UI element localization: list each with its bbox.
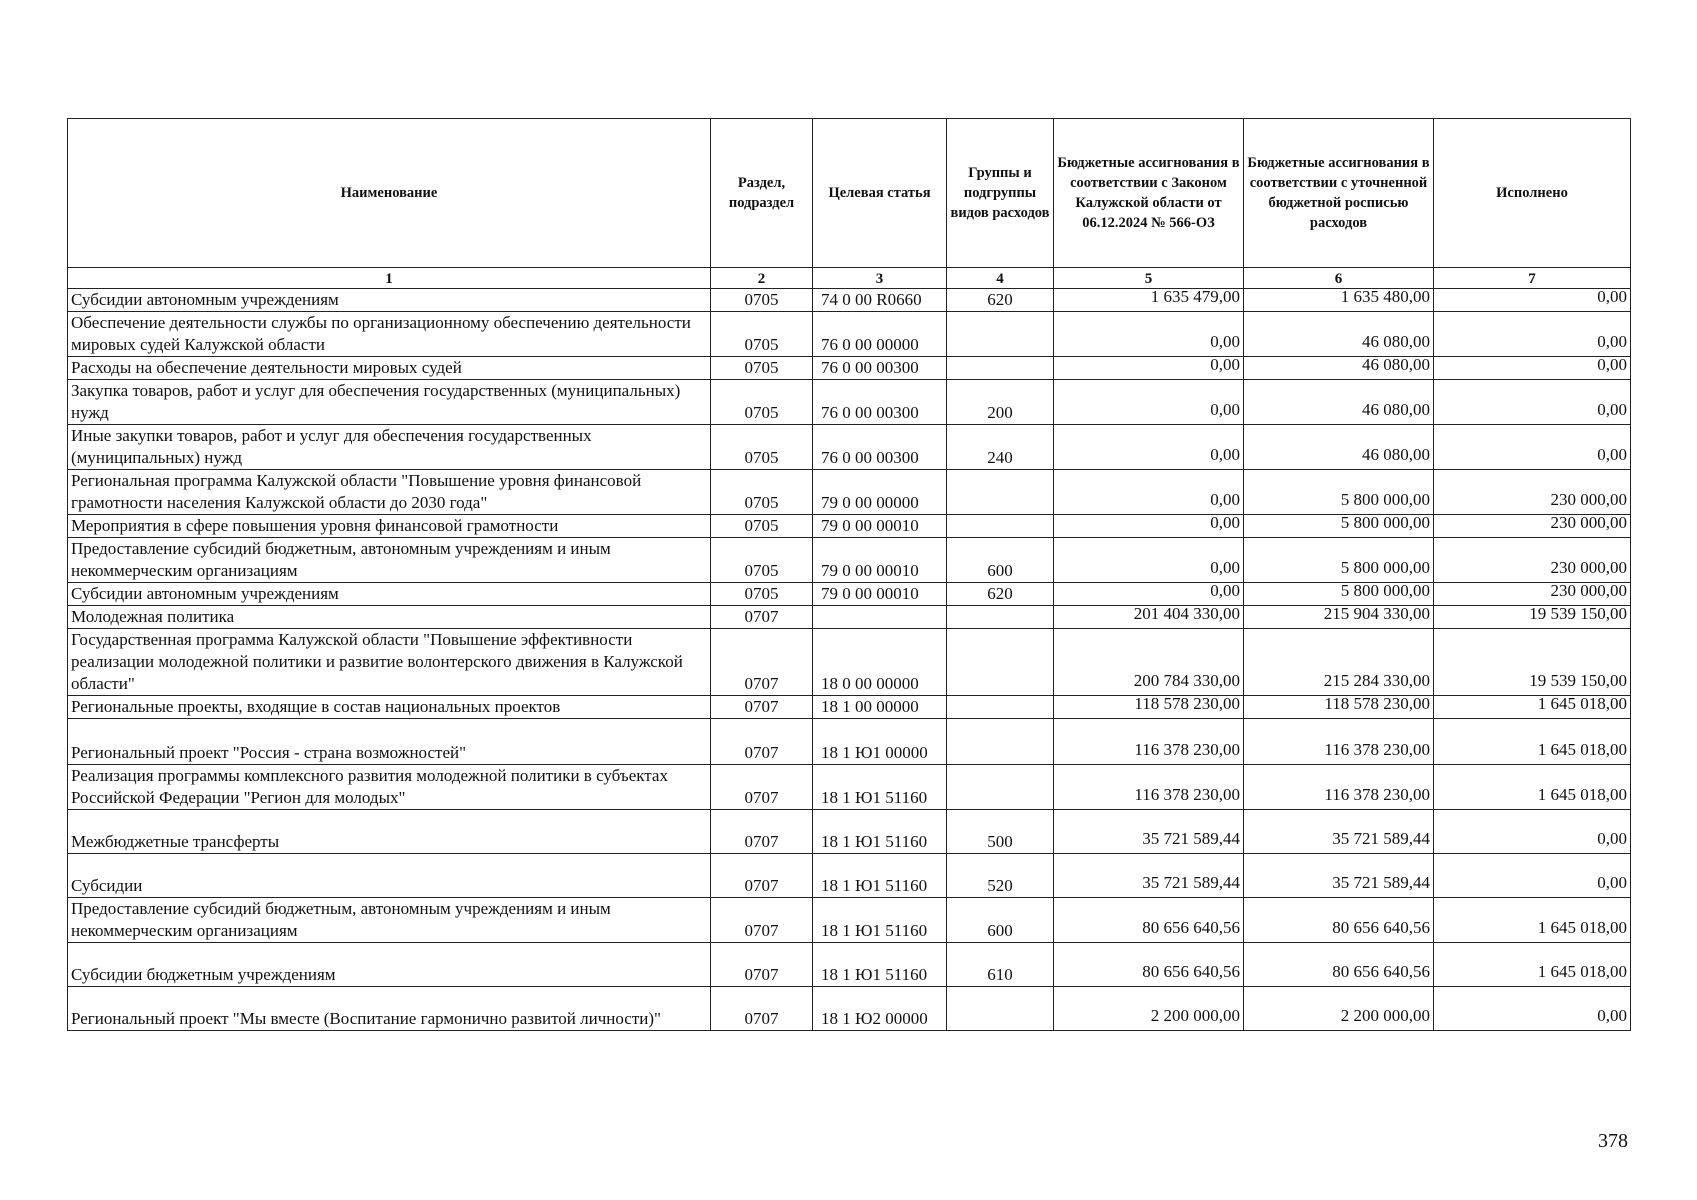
amount-value: 0,00 <box>1597 829 1627 848</box>
row-revised-amount-cell <box>1244 765 1434 810</box>
amount-value: 1 635 480,00 <box>1340 288 1430 306</box>
row-group-cell: 620 <box>947 289 1054 312</box>
header-revised-allocation: Бюджетные ассигнования в соответствии с уточненной бюджетной росписью расходов <box>1244 119 1434 268</box>
row-revised-amount-cell <box>1244 854 1434 898</box>
row-section-cell: 0707 <box>711 629 813 696</box>
row-article-cell: 79 0 00 00010 <box>813 515 947 538</box>
row-law-amount-cell <box>1054 515 1244 538</box>
amount-value: 0,00 <box>1210 514 1240 532</box>
table-row <box>68 606 1631 629</box>
row-law-amount-cell <box>1054 538 1244 583</box>
row-revised-amount-cell <box>1244 357 1434 380</box>
table-body <box>68 289 1631 1031</box>
row-name-cell: Субсидии <box>68 854 711 898</box>
row-revised-amount-cell <box>1244 312 1434 357</box>
row-revised-amount-cell <box>1244 538 1434 583</box>
table-row <box>68 943 1631 987</box>
row-revised-amount-cell <box>1244 425 1434 470</box>
row-revised-amount-cell <box>1244 583 1434 606</box>
row-name-cell: Региональный проект "Мы вместе (Воспитание гармонично развитой личности)" <box>68 987 711 1031</box>
row-name-cell: Субсидии автономным учреждениям <box>68 583 711 606</box>
row-revised-amount-cell <box>1244 380 1434 425</box>
amount-value: 1 645 018,00 <box>1537 695 1627 713</box>
table-row <box>68 380 1631 425</box>
row-revised-amount-cell <box>1244 470 1434 515</box>
row-article-cell: 79 0 00 00000 <box>813 470 947 515</box>
amount-value: 35 721 589,44 <box>1332 829 1430 848</box>
row-article-cell: 79 0 00 00010 <box>813 583 947 606</box>
amount-value: 35 721 589,44 <box>1142 829 1240 848</box>
amount-value: 230 000,00 <box>1550 558 1627 577</box>
header-law-allocation: Бюджетные ассигнования в соответствии с Законом Калужской области от 06.12.2024 № 566-ОЗ <box>1054 119 1244 268</box>
row-law-amount-cell <box>1054 696 1244 719</box>
amount-value: 0,00 <box>1210 490 1240 509</box>
row-executed-amount-cell <box>1434 898 1631 943</box>
row-revised-amount-cell <box>1244 696 1434 719</box>
row-revised-amount-cell <box>1244 289 1434 312</box>
row-revised-amount-cell <box>1244 898 1434 943</box>
column-number-row <box>68 268 1631 289</box>
column-number: 1 <box>68 268 711 289</box>
row-name-cell: Закупка товаров, работ и услуг для обеспечения государственных (муниципальных) нужд <box>68 380 711 425</box>
amount-value: 0,00 <box>1597 1006 1627 1025</box>
amount-value: 1 645 018,00 <box>1537 962 1627 981</box>
row-section-cell: 0705 <box>711 289 813 312</box>
amount-value: 0,00 <box>1597 873 1627 892</box>
amount-value: 2 200 000,00 <box>1340 1006 1430 1025</box>
header-article: Целевая статья <box>813 119 947 268</box>
table-row <box>68 696 1631 719</box>
row-law-amount-cell <box>1054 312 1244 357</box>
row-name-cell: Государственная программа Калужской области "Повышение эффективности реализации молодежной политики и развитие волонтерского движения в Калужской области" <box>68 629 711 696</box>
row-group-cell <box>947 606 1054 629</box>
row-law-amount-cell <box>1054 380 1244 425</box>
amount-value: 5 800 000,00 <box>1340 582 1430 600</box>
row-law-amount-cell <box>1054 943 1244 987</box>
amount-value: 1 645 018,00 <box>1537 785 1627 804</box>
row-law-amount-cell <box>1054 583 1244 606</box>
row-group-cell <box>947 470 1054 515</box>
amount-value: 0,00 <box>1210 400 1240 419</box>
row-article-cell: 76 0 00 00300 <box>813 357 947 380</box>
row-section-cell: 0707 <box>711 987 813 1031</box>
row-executed-amount-cell <box>1434 696 1631 719</box>
row-law-amount-cell <box>1054 470 1244 515</box>
row-executed-amount-cell <box>1434 538 1631 583</box>
row-section-cell: 0705 <box>711 357 813 380</box>
row-executed-amount-cell <box>1434 987 1631 1031</box>
amount-value: 230 000,00 <box>1550 490 1627 509</box>
row-section-cell: 0707 <box>711 606 813 629</box>
row-group-cell <box>947 515 1054 538</box>
row-group-cell <box>947 696 1054 719</box>
table-row <box>68 719 1631 765</box>
amount-value: 35 721 589,44 <box>1142 873 1240 892</box>
header-name: Наименование <box>68 119 711 268</box>
row-name-cell: Иные закупки товаров, работ и услуг для обеспечения государственных (муниципальных) нужд <box>68 425 711 470</box>
row-law-amount-cell <box>1054 425 1244 470</box>
row-article-cell: 18 1 Ю1 51160 <box>813 898 947 943</box>
row-group-cell: 600 <box>947 538 1054 583</box>
amount-value: 0,00 <box>1210 445 1240 464</box>
row-article-cell: 18 1 Ю1 51160 <box>813 810 947 854</box>
row-executed-amount-cell <box>1434 357 1631 380</box>
table-row <box>68 312 1631 357</box>
row-name-cell: Предоставление субсидий бюджетным, автономным учреждениям и иным некоммерческим организациям <box>68 538 711 583</box>
amount-value: 80 656 640,56 <box>1142 962 1240 981</box>
row-executed-amount-cell <box>1434 943 1631 987</box>
row-revised-amount-cell <box>1244 943 1434 987</box>
amount-value: 215 904 330,00 <box>1323 605 1430 623</box>
row-group-cell: 610 <box>947 943 1054 987</box>
row-article-cell: 76 0 00 00300 <box>813 425 947 470</box>
table-row <box>68 470 1631 515</box>
row-revised-amount-cell <box>1244 719 1434 765</box>
row-revised-amount-cell <box>1244 810 1434 854</box>
row-executed-amount-cell <box>1434 289 1631 312</box>
row-name-cell: Межбюджетные трансферты <box>68 810 711 854</box>
row-section-cell: 0705 <box>711 380 813 425</box>
amount-value: 0,00 <box>1597 445 1627 464</box>
row-executed-amount-cell <box>1434 606 1631 629</box>
row-name-cell: Субсидии автономным учреждениям <box>68 289 711 312</box>
row-section-cell: 0705 <box>711 312 813 357</box>
row-name-cell: Обеспечение деятельности службы по организационному обеспечению деятельности мировых судей Калужской области <box>68 312 711 357</box>
header-groups: Группы и подгруппы видов расходов <box>947 119 1054 268</box>
amount-value: 80 656 640,56 <box>1332 918 1430 937</box>
row-name-cell: Региональная программа Калужской области "Повышение уровня финансовой грамотности населения Калужской области до 2030 года" <box>68 470 711 515</box>
amount-value: 46 080,00 <box>1362 356 1430 374</box>
row-law-amount-cell <box>1054 765 1244 810</box>
amount-value: 46 080,00 <box>1362 332 1430 351</box>
row-group-cell <box>947 765 1054 810</box>
row-name-cell: Расходы на обеспечение деятельности мировых судей <box>68 357 711 380</box>
row-executed-amount-cell <box>1434 629 1631 696</box>
amount-value: 46 080,00 <box>1362 400 1430 419</box>
row-law-amount-cell <box>1054 357 1244 380</box>
row-group-cell <box>947 987 1054 1031</box>
amount-value: 0,00 <box>1597 356 1627 374</box>
amount-value: 2 200 000,00 <box>1150 1006 1240 1025</box>
row-law-amount-cell <box>1054 810 1244 854</box>
row-article-cell: 18 1 Ю1 51160 <box>813 943 947 987</box>
row-name-cell: Субсидии бюджетным учреждениям <box>68 943 711 987</box>
row-section-cell: 0707 <box>711 943 813 987</box>
amount-value: 80 656 640,56 <box>1332 962 1430 981</box>
row-revised-amount-cell <box>1244 987 1434 1031</box>
amount-value: 116 378 230,00 <box>1324 785 1430 804</box>
amount-value: 116 378 230,00 <box>1324 740 1430 759</box>
row-revised-amount-cell <box>1244 606 1434 629</box>
row-executed-amount-cell <box>1434 719 1631 765</box>
row-group-cell: 620 <box>947 583 1054 606</box>
row-section-cell: 0705 <box>711 583 813 606</box>
amount-value: 230 000,00 <box>1550 514 1627 532</box>
table-row <box>68 810 1631 854</box>
row-article-cell: 18 1 Ю1 00000 <box>813 719 947 765</box>
header-section: Раздел, подраздел <box>711 119 813 268</box>
row-law-amount-cell <box>1054 898 1244 943</box>
row-executed-amount-cell <box>1434 380 1631 425</box>
row-revised-amount-cell <box>1244 515 1434 538</box>
column-number: 6 <box>1244 268 1434 289</box>
row-article-cell: 18 1 Ю1 51160 <box>813 854 947 898</box>
table-row <box>68 515 1631 538</box>
row-section-cell: 0705 <box>711 425 813 470</box>
row-name-cell: Реализация программы комплексного развития молодежной политики в субъектах Российской Федерации "Регион для молодых" <box>68 765 711 810</box>
page-number: 378 <box>1598 1130 1628 1152</box>
amount-value: 0,00 <box>1210 332 1240 351</box>
row-article-cell: 18 1 00 00000 <box>813 696 947 719</box>
table-row <box>68 765 1631 810</box>
row-article-cell: 18 0 00 00000 <box>813 629 947 696</box>
row-name-cell: Мероприятия в сфере повышения уровня финансовой грамотности <box>68 515 711 538</box>
amount-value: 1 635 479,00 <box>1150 288 1240 306</box>
amount-value: 5 800 000,00 <box>1340 514 1430 532</box>
amount-value: 19 539 150,00 <box>1529 671 1627 690</box>
table-row <box>68 289 1631 312</box>
amount-value: 118 578 230,00 <box>1324 695 1430 713</box>
amount-value: 215 284 330,00 <box>1323 671 1430 690</box>
row-article-cell: 18 1 Ю1 51160 <box>813 765 947 810</box>
row-group-cell <box>947 357 1054 380</box>
row-article-cell: 76 0 00 00300 <box>813 380 947 425</box>
row-group-cell: 520 <box>947 854 1054 898</box>
row-article-cell: 76 0 00 00000 <box>813 312 947 357</box>
row-article-cell: 74 0 00 R0660 <box>813 289 947 312</box>
row-name-cell: Молодежная политика <box>68 606 711 629</box>
row-section-cell: 0707 <box>711 765 813 810</box>
row-group-cell: 240 <box>947 425 1054 470</box>
row-name-cell: Предоставление субсидий бюджетным, автономным учреждениям и иным некоммерческим организациям <box>68 898 711 943</box>
amount-value: 116 378 230,00 <box>1134 740 1240 759</box>
amount-value: 118 578 230,00 <box>1134 695 1240 713</box>
amount-value: 116 378 230,00 <box>1134 785 1240 804</box>
row-law-amount-cell <box>1054 629 1244 696</box>
amount-value: 1 645 018,00 <box>1537 918 1627 937</box>
row-executed-amount-cell <box>1434 470 1631 515</box>
row-group-cell <box>947 629 1054 696</box>
row-section-cell: 0707 <box>711 719 813 765</box>
row-executed-amount-cell <box>1434 854 1631 898</box>
column-number: 4 <box>947 268 1054 289</box>
amount-value: 200 784 330,00 <box>1133 671 1240 690</box>
column-number: 2 <box>711 268 813 289</box>
amount-value: 0,00 <box>1597 288 1627 306</box>
table-row <box>68 583 1631 606</box>
row-executed-amount-cell <box>1434 515 1631 538</box>
row-group-cell <box>947 312 1054 357</box>
row-article-cell <box>813 606 947 629</box>
amount-value: 19 539 150,00 <box>1529 605 1627 623</box>
amount-value: 1 645 018,00 <box>1537 740 1627 759</box>
amount-value: 80 656 640,56 <box>1142 918 1240 937</box>
row-law-amount-cell <box>1054 854 1244 898</box>
row-executed-amount-cell <box>1434 583 1631 606</box>
amount-value: 46 080,00 <box>1362 445 1430 464</box>
table-row <box>68 357 1631 380</box>
row-section-cell: 0707 <box>711 696 813 719</box>
row-section-cell: 0705 <box>711 515 813 538</box>
amount-value: 35 721 589,44 <box>1332 873 1430 892</box>
row-law-amount-cell <box>1054 719 1244 765</box>
table-header-row <box>68 119 1631 268</box>
row-law-amount-cell <box>1054 606 1244 629</box>
row-article-cell: 18 1 Ю2 00000 <box>813 987 947 1031</box>
row-law-amount-cell <box>1054 987 1244 1031</box>
row-section-cell: 0705 <box>711 470 813 515</box>
row-executed-amount-cell <box>1434 765 1631 810</box>
header-executed: Исполнено <box>1434 119 1631 268</box>
amount-value: 0,00 <box>1210 356 1240 374</box>
amount-value: 0,00 <box>1210 582 1240 600</box>
row-group-cell: 600 <box>947 898 1054 943</box>
column-number: 5 <box>1054 268 1244 289</box>
amount-value: 0,00 <box>1210 558 1240 577</box>
budget-table-container <box>67 118 1630 1031</box>
table-row <box>68 898 1631 943</box>
row-executed-amount-cell <box>1434 312 1631 357</box>
amount-value: 0,00 <box>1597 332 1627 351</box>
amount-value: 5 800 000,00 <box>1340 490 1430 509</box>
row-group-cell: 200 <box>947 380 1054 425</box>
amount-value: 0,00 <box>1597 400 1627 419</box>
amount-value: 230 000,00 <box>1550 582 1627 600</box>
row-section-cell: 0707 <box>711 810 813 854</box>
row-section-cell: 0707 <box>711 898 813 943</box>
row-executed-amount-cell <box>1434 425 1631 470</box>
row-name-cell: Региональные проекты, входящие в состав национальных проектов <box>68 696 711 719</box>
row-article-cell: 79 0 00 00010 <box>813 538 947 583</box>
table-row <box>68 538 1631 583</box>
row-law-amount-cell <box>1054 289 1244 312</box>
row-name-cell: Региональный проект "Россия - страна возможностей" <box>68 719 711 765</box>
row-executed-amount-cell <box>1434 810 1631 854</box>
table-row <box>68 854 1631 898</box>
row-section-cell: 0707 <box>711 854 813 898</box>
row-revised-amount-cell <box>1244 629 1434 696</box>
budget-table <box>67 118 1631 1031</box>
column-number: 7 <box>1434 268 1631 289</box>
table-row <box>68 425 1631 470</box>
row-section-cell: 0705 <box>711 538 813 583</box>
table-row <box>68 629 1631 696</box>
amount-value: 201 404 330,00 <box>1133 605 1240 623</box>
amount-value: 5 800 000,00 <box>1340 558 1430 577</box>
row-group-cell: 500 <box>947 810 1054 854</box>
table-row <box>68 987 1631 1031</box>
column-number: 3 <box>813 268 947 289</box>
row-group-cell <box>947 719 1054 765</box>
